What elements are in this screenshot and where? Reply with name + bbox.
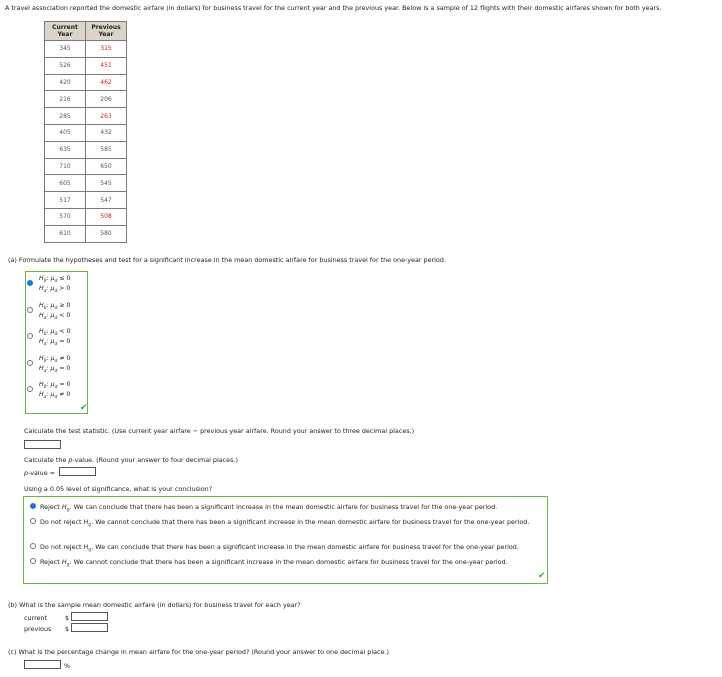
radio-button[interactable] <box>30 518 36 524</box>
correct-check-icon: ✔ <box>538 571 546 581</box>
pvalue-prompt: Calculate the p-value. (Round your answer to four decimal places.) <box>24 456 238 464</box>
hypothesis-option-1[interactable] <box>26 275 86 297</box>
previous-year-cell: 462 <box>86 74 127 91</box>
radio-button[interactable] <box>30 503 36 509</box>
pvalue-label: p-value = <box>24 469 56 477</box>
current-year-cell: 285 <box>45 108 86 125</box>
radio-button[interactable] <box>27 360 33 366</box>
current-year-cell: 405 <box>45 124 86 141</box>
current-year-cell: 710 <box>45 158 86 175</box>
table-row <box>45 225 127 242</box>
radio-button[interactable] <box>27 386 33 392</box>
correct-check-icon: ✔ <box>80 403 88 413</box>
radio-button[interactable] <box>30 558 36 564</box>
hypothesis-option-4[interactable] <box>26 355 86 377</box>
previous-year-cell: 650 <box>86 158 127 175</box>
alternative-hypothesis: $H_a$: $\mu_d > 0$ <box>39 285 71 295</box>
hypothesis-option-3[interactable] <box>26 328 86 350</box>
current-year-cell: 526 <box>45 57 86 74</box>
airfare-table <box>44 21 127 243</box>
hypothesis-option-2[interactable] <box>26 302 86 324</box>
current-year-cell: 635 <box>45 141 86 158</box>
table-row <box>45 108 127 125</box>
previous-label: previous <box>24 625 52 633</box>
null-hypothesis: $H_0$: $\mu_d \ne 0$ <box>39 354 71 364</box>
conclusion-text: Do not reject $H_0$. We can conclude that there has been a significant increase in the mean domestic airfare for business travel for the one-year period. <box>40 543 519 554</box>
table-row <box>45 175 127 192</box>
previous-currency: $ <box>65 625 70 633</box>
radio-button[interactable] <box>27 307 33 313</box>
conclusion-text: Reject $H_0$. We cannot conclude that there has been a significant increase in the mean domestic airfare for business travel for the one-year period. <box>40 558 508 569</box>
conclusion-prompt: Using a 0.05 level of significance, what is your conclusion? <box>24 485 213 493</box>
test-stat-input[interactable] <box>24 440 61 449</box>
intro-text: A travel association reported the domestic airfare (in dollars) for business travel for the current year and the previous year. Below is a sample of 12 flights with their domestic airfares shown for both years. <box>5 4 662 12</box>
current-mean-input[interactable] <box>71 612 108 621</box>
table-header-row <box>45 22 127 41</box>
percent-unit: % <box>64 662 71 670</box>
table-row <box>45 41 127 58</box>
conclusion-text: Do not reject $H_0$. We cannot conclude that there has been a significant increase in the mean domestic airfare for business travel for the one-year period. <box>40 518 530 529</box>
conclusion-text: Reject $H_0$. We can conclude that there has been a significant increase in the mean domestic airfare for business travel for the one-year period. <box>40 503 498 514</box>
previous-year-cell: 580 <box>86 225 127 242</box>
table-row <box>45 74 127 91</box>
previous-year-cell: 451 <box>86 57 127 74</box>
null-hypothesis: $H_0$: $\mu_d < 0$ <box>39 328 71 338</box>
current-label: current <box>24 614 48 622</box>
radio-button[interactable] <box>27 280 33 286</box>
alternative-hypothesis: $H_a$: $\mu_d = 0$ <box>39 364 71 374</box>
current-year-cell: 420 <box>45 74 86 91</box>
previous-year-cell: 432 <box>86 124 127 141</box>
alternative-hypothesis: $H_a$: $\mu_d = 0$ <box>39 338 71 348</box>
null-hypothesis: $H_0$: $\mu_d \le 0$ <box>39 275 71 285</box>
current-currency: $ <box>65 614 70 622</box>
previous-year-cell: 263 <box>86 108 127 125</box>
table-row <box>45 57 127 74</box>
header-current-year: Current Year <box>45 22 86 41</box>
previous-mean-input[interactable] <box>71 623 108 632</box>
table-row <box>45 208 127 225</box>
table-row <box>45 158 127 175</box>
current-year-cell: 605 <box>45 175 86 192</box>
radio-button[interactable] <box>30 543 36 549</box>
current-year-cell: 570 <box>45 208 86 225</box>
header-previous-year: Previous Year <box>86 22 127 41</box>
radio-button[interactable] <box>27 333 33 339</box>
part-a-question: (a) Formulate the hypotheses and test for a significant increase in the mean domestic airfare for business travel for the one-year period. <box>8 256 446 264</box>
table-row <box>45 124 127 141</box>
previous-year-cell: 547 <box>86 192 127 209</box>
table-row <box>45 192 127 209</box>
current-year-cell: 610 <box>45 225 86 242</box>
hypothesis-option-5[interactable] <box>26 381 86 403</box>
table-row <box>45 141 127 158</box>
pvalue-input[interactable] <box>59 467 96 476</box>
current-year-cell: 345 <box>45 41 86 58</box>
null-hypothesis: $H_0$: $\mu_d \ge 0$ <box>39 301 71 311</box>
previous-year-cell: 315 <box>86 41 127 58</box>
part-b-question: (b) What is the sample mean domestic airfare (in dollars) for business travel for each year? <box>8 601 301 609</box>
table-row <box>45 91 127 108</box>
previous-year-cell: 508 <box>86 208 127 225</box>
conclusion-answer-box <box>23 496 548 584</box>
alternative-hypothesis: $H_a$: $\mu_d < 0$ <box>39 311 71 321</box>
percent-change-input[interactable] <box>24 660 61 669</box>
part-c-question: (c) What is the percentage change in mean airfare for the one-year period? (Round your answer to one decimal place.) <box>8 648 389 656</box>
previous-year-cell: 206 <box>86 91 127 108</box>
hypotheses-answer-box <box>25 271 88 414</box>
previous-year-cell: 545 <box>86 175 127 192</box>
test-stat-prompt: Calculate the test statistic. (Use current year airfare − previous year airfare. Round your answer to three decimal places.) <box>24 427 415 435</box>
current-year-cell: 216 <box>45 91 86 108</box>
current-year-cell: 517 <box>45 192 86 209</box>
alternative-hypothesis: $H_a$: $\mu_d \ne 0$ <box>39 391 71 401</box>
null-hypothesis: $H_0$: $\mu_d = 0$ <box>39 381 71 391</box>
previous-year-cell: 585 <box>86 141 127 158</box>
